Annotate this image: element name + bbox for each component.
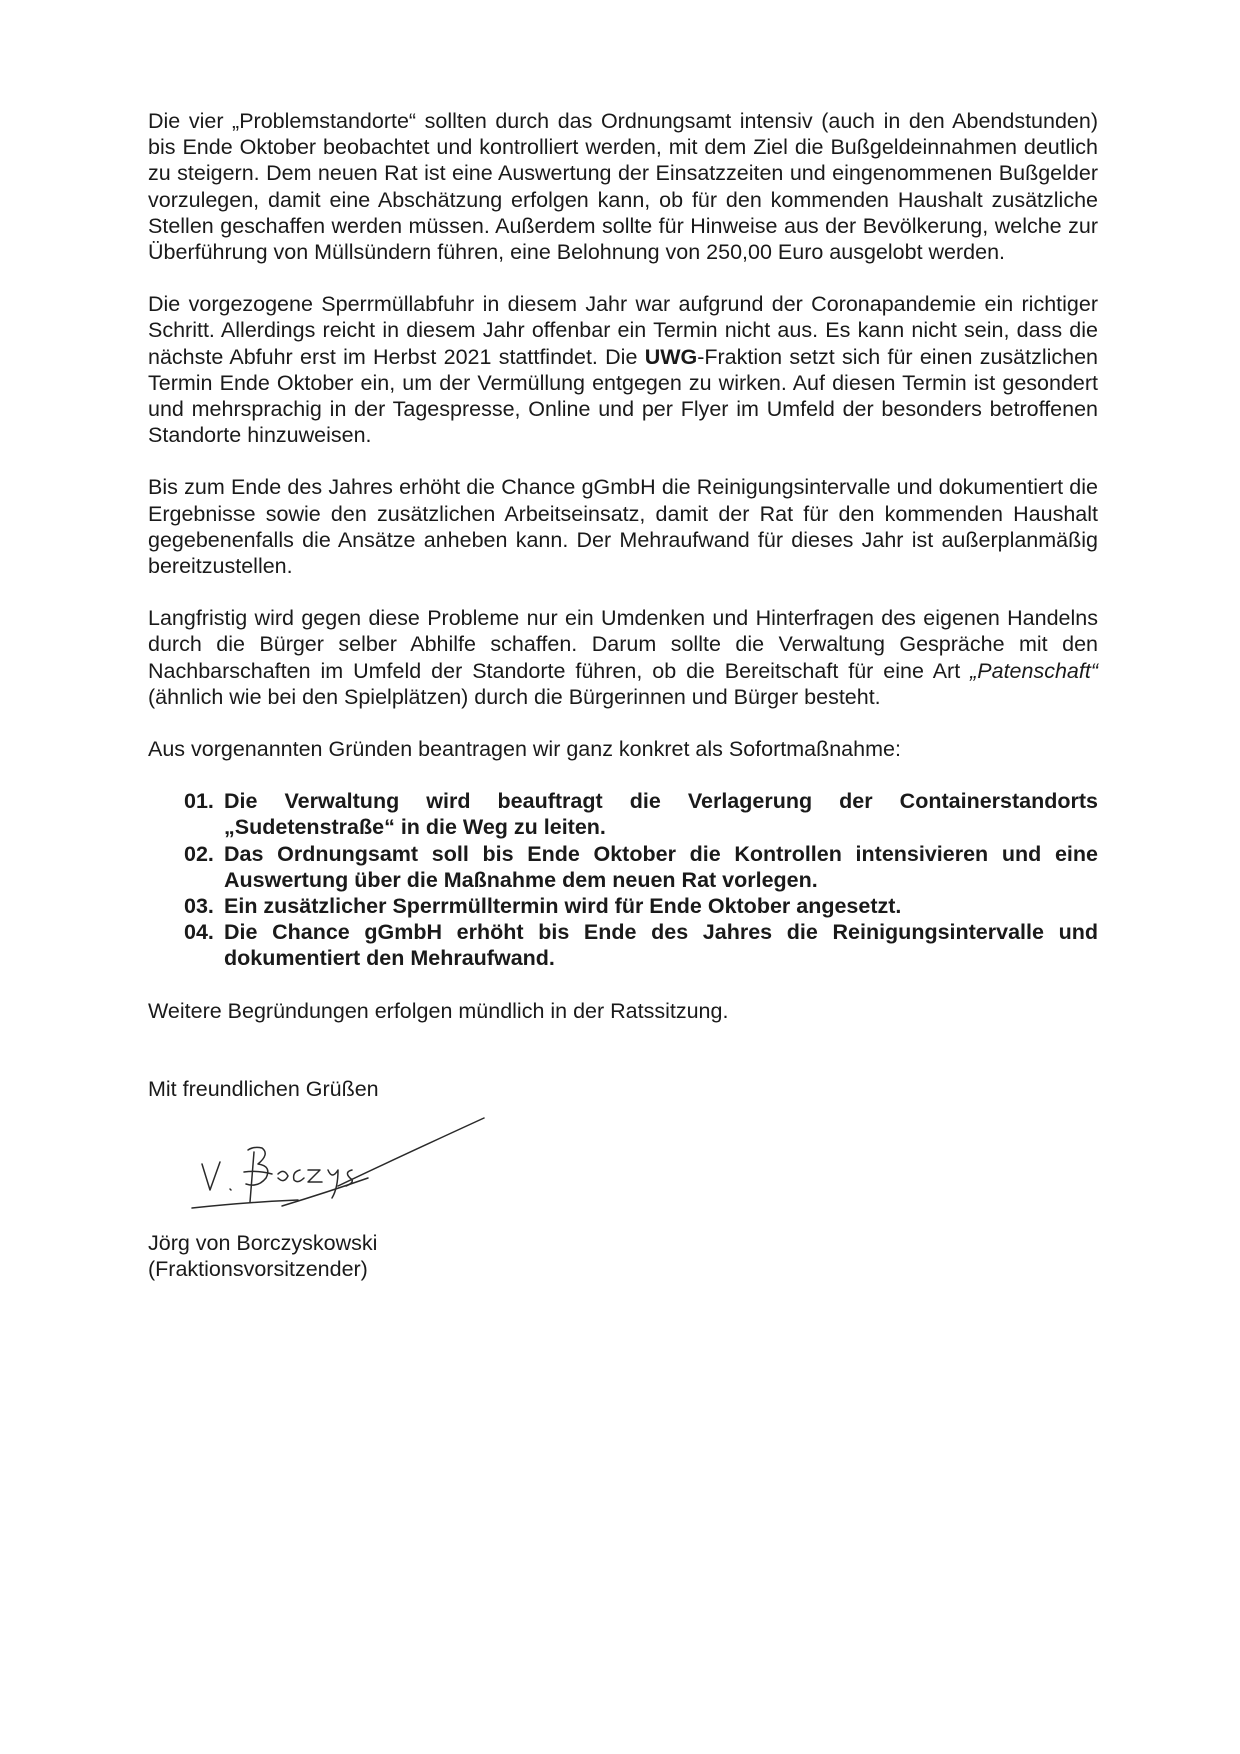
motion-number: 04.	[184, 920, 214, 945]
motion-text: Die Verwaltung wird beauftragt die Verlagerung der Containerstandorts „Sudetenstraße“ in die Weg zu leiten.	[224, 789, 1098, 840]
letter-body	[148, 108, 1098, 1283]
motion-item	[184, 893, 1098, 919]
motion-list	[148, 788, 1098, 971]
paragraph-text: (ähnlich wie bei den Spielplätzen) durch die Bürgerinnen und Bürger besteht.	[148, 684, 881, 709]
motion-number: 02.	[184, 841, 214, 866]
paragraph-sponsorship	[148, 605, 1098, 710]
signer-role: (Fraktionsvorsitzender)	[148, 1257, 368, 1282]
paragraph-problem-locations	[148, 108, 1098, 265]
motion-item	[184, 788, 1098, 840]
greeting: Mit freundlichen Grüßen	[148, 1076, 379, 1101]
motion-text: Die Chance gGmbH erhöht bis Ende des Jahres die Reinigungsintervalle und dokumentiert den Mehraufwand.	[224, 920, 1098, 971]
paragraph-text: Weitere Begründungen erfolgen mündlich in der Ratssitzung.	[148, 998, 729, 1023]
sponsorship-term: „Patenschaft“	[970, 658, 1098, 683]
party-name: UWG	[644, 344, 698, 369]
paragraph-text: Bis zum Ende des Jahres erhöht die Chance gGmbH die Reinigungsintervalle und dokumentiert die Ergebnisse sowie den zusätzlichen Arbeitseinsatz, damit der Rat für den kommenden Haushalt gegebenenfalls die Ansätze anheben kann. Der Mehraufwand für dieses Jahr ist außerplanmäßig bereitzustellen.	[148, 475, 1098, 579]
motion-number: 01.	[184, 789, 214, 814]
paragraph-motion-intro	[148, 736, 1098, 762]
handwritten-signature	[188, 1112, 488, 1212]
paragraph-text: Aus vorgenannten Gründen beantragen wir ganz konkret als Sofortmaßnahme:	[148, 737, 901, 762]
signer-name: Jörg von Borczyskowski	[148, 1231, 378, 1256]
paragraph-cleaning-intervals	[148, 474, 1098, 579]
paragraph-text: Langfristig wird gegen diese Probleme nur ein Umdenken und Hinterfragen des eigenen Handelns durch die Bürger selber Abhilfe schaffen. Darum sollte die Verwaltung Gespräche mit den Nachbarschaften im Umfeld der Standorte führen, ob die Bereitschaft für eine Art	[148, 606, 1098, 683]
paragraph-bulky-waste	[148, 291, 1098, 448]
signature-block	[148, 1076, 1098, 1283]
motion-item	[184, 919, 1098, 971]
paragraph-text: Die vorgezogene Sperrmüllabfuhr in diesem Jahr war aufgrund der Coronapandemie ein richtiger Schritt. Allerdings reicht in diesem Jahr offenbar ein Termin nicht aus. Es kann nicht sein, dass die nächste Abfuhr erst im Herbst 2021 stattfindet. Die	[148, 292, 1098, 369]
motion-text: Ein zusätzlicher Sperrmülltermin wird für Ende Oktober angesetzt.	[224, 894, 902, 919]
motion-item	[184, 841, 1098, 893]
motion-number: 03.	[184, 894, 214, 919]
motion-text: Das Ordnungsamt soll bis Ende Oktober die Kontrollen intensivieren und eine Auswertung über die Maßnahme dem neuen Rat vorlegen.	[224, 841, 1098, 892]
closing-note	[148, 998, 1098, 1024]
paragraph-text: -Fraktion setzt sich für einen zusätzlichen Termin Ende Oktober ein, um der Vermüllung entgegen zu wirken. Auf diesen Termin ist gesondert und mehrsprachig in der Tagespresse, Online und per Flyer im Umfeld der besonders betroffenen Standorte hinzuweisen.	[148, 344, 1099, 448]
paragraph-text: Die vier „Problemstandorte“ sollten durch das Ordnungsamt intensiv (auch in den Abendstunden) bis Ende Oktober beobachtet und kontrolliert werden, mit dem Ziel die Bußgeldeinnahmen deutlich zu steigern. Dem neuen Rat ist eine Auswertung der Einsatzzeiten und eingenommenen Bußgelder vorzulegen, damit eine Abschätzung erfolgen kann, ob für den kommenden Haushalt zusätzliche Stellen geschaffen werden müssen. Außerdem sollte für Hinweise aus der Bevölkerung, welche zur Überführung von Müllsündern führen, eine Belohnung von 250,00 Euro ausgelobt werden.	[148, 109, 1098, 265]
